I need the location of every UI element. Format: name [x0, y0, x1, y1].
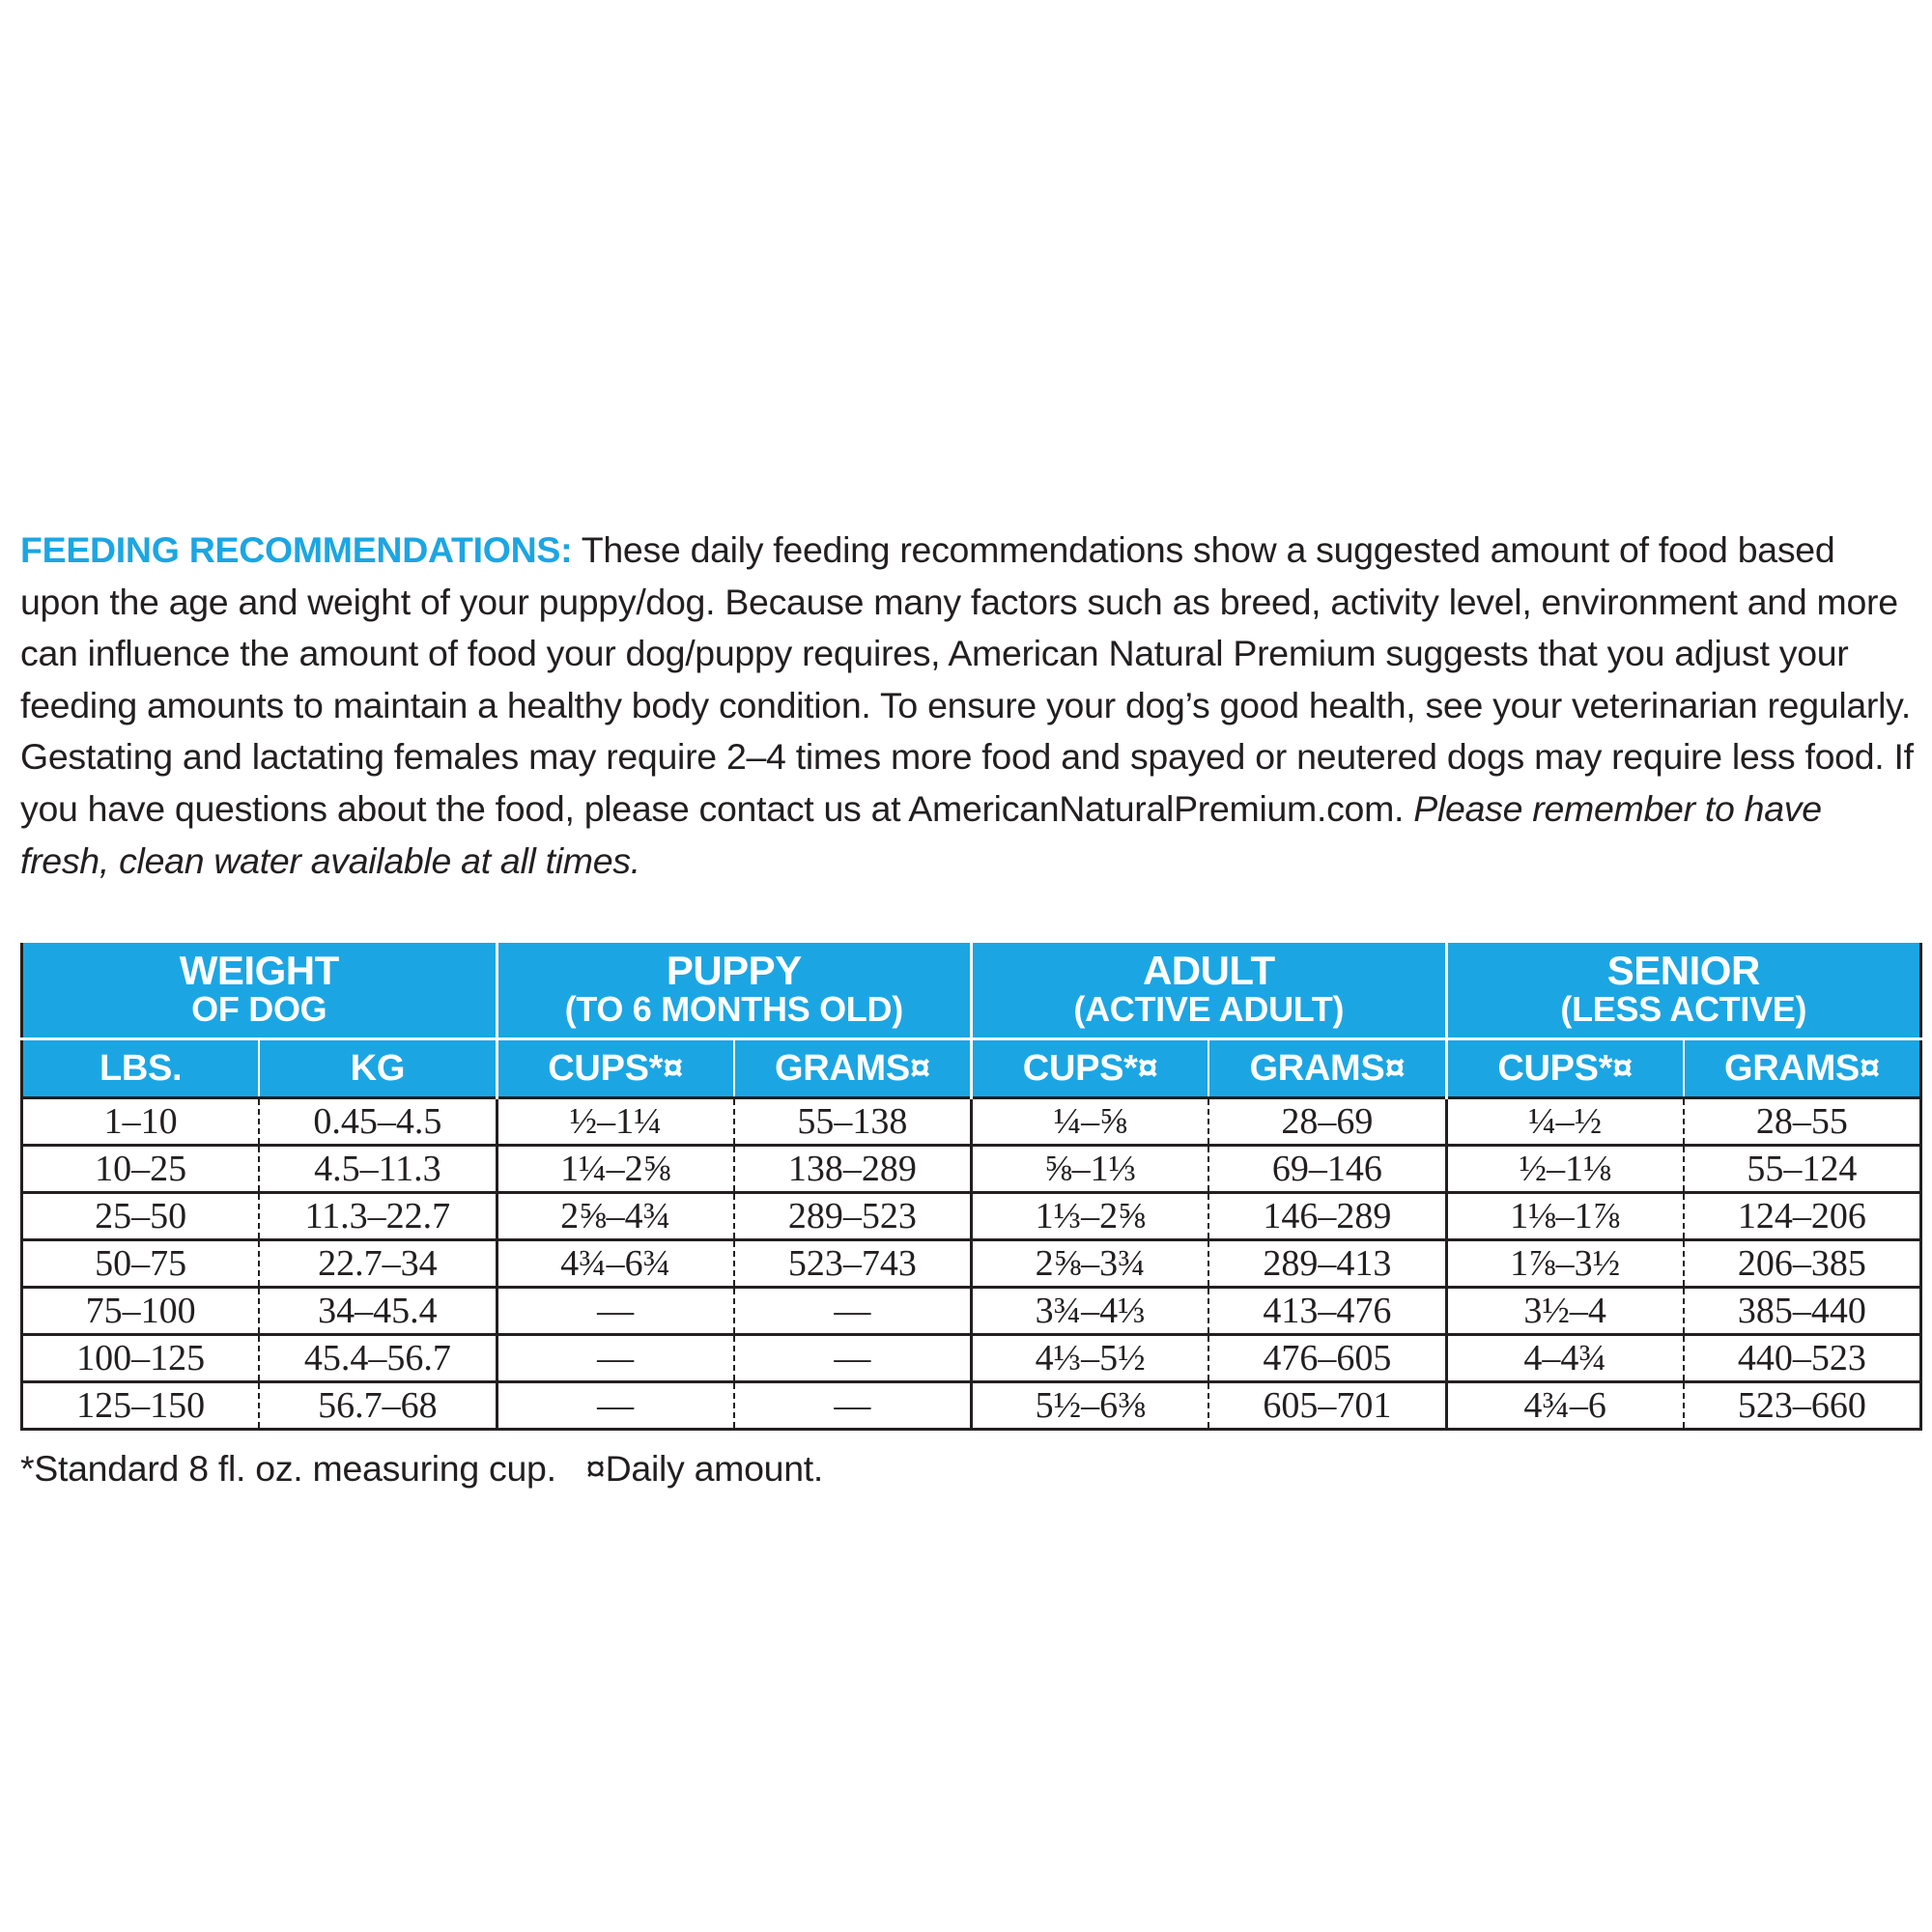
table-cell: 50–75: [22, 1240, 260, 1288]
group-header-row: [22, 943, 1921, 1039]
table-cell: 476–605: [1208, 1335, 1446, 1382]
table-cell: 5½–6⅜: [972, 1382, 1209, 1430]
table-cell: 1⅛–1⅞: [1446, 1193, 1684, 1240]
group-title: SENIOR: [1606, 948, 1760, 993]
table-cell: 124–206: [1684, 1193, 1921, 1240]
column-header-senior-grams: GRAMS¤: [1684, 1039, 1921, 1098]
table-cell: 25–50: [22, 1193, 260, 1240]
table-cell: 440–523: [1684, 1335, 1921, 1382]
table-cell: 4¾–6¾: [497, 1240, 734, 1288]
table-cell: 100–125: [22, 1335, 260, 1382]
table-cell: 4–4¾: [1446, 1335, 1684, 1382]
table-row: [22, 1193, 1921, 1240]
table-cell: 2⅝–4¾: [497, 1193, 734, 1240]
table-cell: —: [497, 1288, 734, 1335]
table-cell: 1¼–2⅝: [497, 1146, 734, 1193]
table-cell: 4¾–6: [1446, 1382, 1684, 1430]
table-cell: 146–289: [1208, 1193, 1446, 1240]
table-cell: ½–1¼: [497, 1098, 734, 1146]
feeding-recommendations-body: These daily feeding recommendations show a suggested amount of food based upon the age and weight of your puppy/dog. Because many factors such as breed, activity level, environment and more can influence the amount of food your dog/puppy requires, American Natural Premium suggests that you adjust your feeding amounts to maintain a healthy body condition. To ensure your dog’s good health, see your veterinarian regularly. Gestating and lactating females may require 2–4 times more food and spayed or neutered dogs may require less food. If you have questions about the food, please contact us at AmericanNaturalPremium.com.: [20, 529, 1914, 829]
table-cell: 75–100: [22, 1288, 260, 1335]
table-cell: —: [734, 1335, 972, 1382]
column-header-kg: KG: [259, 1039, 497, 1098]
table-row: [22, 1240, 1921, 1288]
table-cell: 4⅓–5½: [972, 1335, 1209, 1382]
group-subtitle: (LESS ACTIVE): [1560, 989, 1807, 1029]
table-cell: 4.5–11.3: [259, 1146, 497, 1193]
table-cell: ¼–⅝: [972, 1098, 1209, 1146]
table-row: [22, 1382, 1921, 1430]
column-header-adult-cups: CUPS*¤: [972, 1039, 1209, 1098]
group-subtitle: (ACTIVE ADULT): [1073, 989, 1345, 1029]
feeding-table: [20, 943, 1922, 1431]
group-header-adult: [972, 943, 1447, 1039]
feeding-table-body: [22, 1098, 1921, 1430]
footnote: [20, 1446, 823, 1491]
table-cell: 523–743: [734, 1240, 972, 1288]
footnote-cup: *Standard 8 fl. oz. measuring cup.: [20, 1448, 556, 1489]
table-cell: ½–1⅛: [1446, 1146, 1684, 1193]
table-cell: 1⅞–3½: [1446, 1240, 1684, 1288]
table-cell: 385–440: [1684, 1288, 1921, 1335]
table-cell: 69–146: [1208, 1146, 1446, 1193]
feeding-recommendations-text: [20, 525, 1918, 887]
table-cell: 289–523: [734, 1193, 972, 1240]
table-cell: 413–476: [1208, 1288, 1446, 1335]
table-cell: ¼–½: [1446, 1098, 1684, 1146]
table-row: [22, 1288, 1921, 1335]
table-cell: —: [497, 1382, 734, 1430]
table-cell: 605–701: [1208, 1382, 1446, 1430]
table-cell: 523–660: [1684, 1382, 1921, 1430]
group-header-puppy: [497, 943, 972, 1039]
footnote-daily: ¤Daily amount.: [585, 1448, 823, 1489]
table-cell: 2⅝–3¾: [972, 1240, 1209, 1288]
feeding-recommendations-heading: FEEDING RECOMMENDATIONS:: [20, 529, 573, 570]
table-cell: ⅝–1⅓: [972, 1146, 1209, 1193]
table-cell: 10–25: [22, 1146, 260, 1193]
table-cell: 45.4–56.7: [259, 1335, 497, 1382]
group-subtitle: (TO 6 MONTHS OLD): [564, 989, 903, 1029]
table-cell: 138–289: [734, 1146, 972, 1193]
table-cell: 0.45–4.5: [259, 1098, 497, 1146]
table-cell: 22.7–34: [259, 1240, 497, 1288]
table-cell: 289–413: [1208, 1240, 1446, 1288]
group-subtitle: OF DOG: [191, 989, 327, 1029]
water-reminder: Please remember to have fresh, clean water available at all times.: [20, 787, 1822, 881]
group-title: ADULT: [1142, 948, 1275, 993]
table-cell: 56.7–68: [259, 1382, 497, 1430]
table-cell: 206–385: [1684, 1240, 1921, 1288]
table-cell: 11.3–22.7: [259, 1193, 497, 1240]
table-cell: 28–55: [1684, 1098, 1921, 1146]
feeding-table-container: [20, 943, 1919, 1431]
column-header-puppy-cups: CUPS*¤: [497, 1039, 734, 1098]
table-row: [22, 1146, 1921, 1193]
table-cell: 55–138: [734, 1098, 972, 1146]
table-cell: 34–45.4: [259, 1288, 497, 1335]
table-cell: 1⅓–2⅝: [972, 1193, 1209, 1240]
table-row: [22, 1098, 1921, 1146]
group-title: PUPPY: [666, 948, 802, 993]
table-cell: —: [734, 1288, 972, 1335]
table-cell: 3½–4: [1446, 1288, 1684, 1335]
table-cell: —: [734, 1382, 972, 1430]
table-row: [22, 1335, 1921, 1382]
column-header-adult-grams: GRAMS¤: [1208, 1039, 1446, 1098]
table-cell: 3¾–4⅓: [972, 1288, 1209, 1335]
group-header-senior: [1446, 943, 1921, 1039]
table-cell: 28–69: [1208, 1098, 1446, 1146]
column-header-lbs: LBS.: [22, 1039, 260, 1098]
table-cell: —: [497, 1335, 734, 1382]
group-header-weight: [22, 943, 497, 1039]
column-header-row: [22, 1039, 1921, 1098]
table-cell: 1–10: [22, 1098, 260, 1146]
table-cell: 125–150: [22, 1382, 260, 1430]
column-header-puppy-grams: GRAMS¤: [734, 1039, 972, 1098]
group-title: WEIGHT: [179, 948, 339, 993]
table-cell: 55–124: [1684, 1146, 1921, 1193]
column-header-senior-cups: CUPS*¤: [1446, 1039, 1684, 1098]
